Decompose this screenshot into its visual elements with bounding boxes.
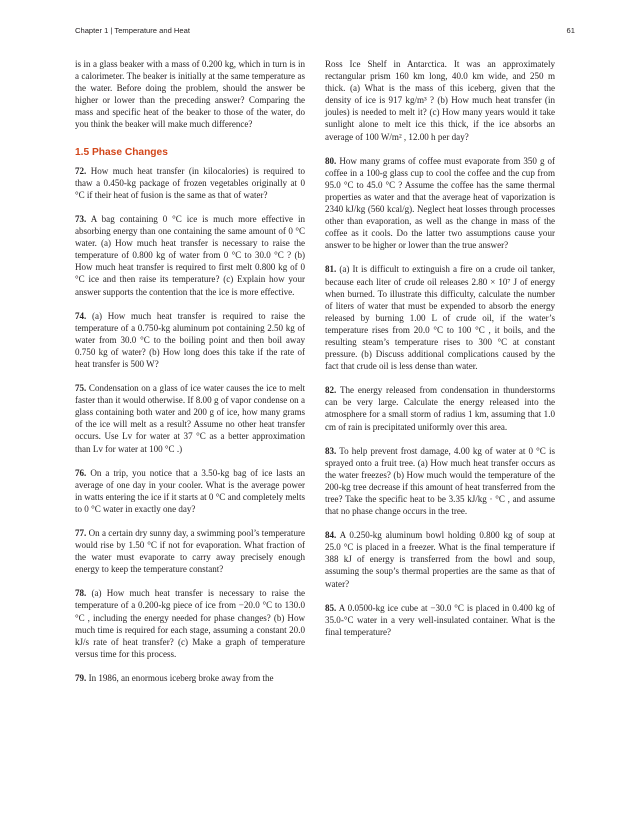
problem-text: Condensation on a glass of ice water causes the ice to melt faster than it would otherwise. If 8.00 g of vapor condense on a glass containing both water and 200 g of ice, how many grams of the ice will melt as a result? Assume no other heat transfer occurs. Use Lv for water at 37 °C as a better approximation than Lv for water at 100 °C .) — [75, 383, 305, 454]
left-column — [75, 58, 305, 696]
problem-80 — [325, 155, 555, 252]
problem-number: 77. — [75, 528, 87, 538]
problem-number: 72. — [75, 165, 87, 176]
problem-number: 73. — [75, 213, 87, 224]
problem-text: A bag containing 0 °C ice is much more effective in absorbing energy than one containing the same amount of 0 °C water. (a) How much heat transfer is necessary to raise the temperature of 0.800 kg of water from 0 °C to 30.0 °C ? (b) How much heat transfer is required to first melt 0.800 kg of 0 °C ice and then raise its temperature? (c) Explain how your answer supports the contention that the ice is more effective. — [75, 213, 305, 297]
problem-79-continued: Ross Ice Shelf in Antarctica. It was an approximately rectangular prism 160 km long, 40.0 km wide, and 250 m thick. (a) What is the mass of this iceberg, given that the density of ice is 917 kg/m³ ? (b) How much heat transfer (in joules) is needed to melt it? (c) How many years would it take sunlight alone to melt ice this thick, if the ice absorbs an average of 100 W/m² , 12.00 h per day? — [325, 59, 555, 142]
problem-74 — [75, 310, 305, 370]
problem-number: 84. — [325, 530, 337, 541]
problem-text: On a certain dry sunny day, a swimming pool’s temperature would rise by 1.50 °C if not for evaporation. What fraction of the water must evaporate to carry away precisely enough energy to keep the temperature constant? — [75, 528, 305, 575]
problem-84 — [325, 529, 555, 589]
problem-75 — [75, 382, 305, 455]
problem-number: 80. — [325, 155, 337, 166]
problem-text: (a) How much heat transfer is required to raise the temperature of a 0.750-kg aluminum pot containing 2.50 kg of water from 30.0 °C to the boiling point and then boil away 0.750 kg of water? (b) How long does this take if the rate of heat transfer is 500 W? — [75, 310, 306, 369]
problem-text: The energy released from condensation in thunderstorms can be very large. Calculate the energy released into the atmosphere for a small storm of radius 1 km, assuming that 1.0 cm of rain is precipitated uniformly over this area. — [325, 385, 555, 432]
problem-number: 81. — [325, 264, 337, 275]
problem-number: 78. — [75, 588, 87, 599]
problem-83 — [325, 445, 555, 518]
page-number: 61 — [566, 26, 575, 35]
problem-text: In 1986, an enormous iceberg broke away from the — [88, 672, 274, 683]
right-column — [325, 58, 555, 650]
problem-81 — [325, 263, 555, 372]
problem-text: (a) How much heat transfer is necessary to raise the temperature of a 0.200-kg piece of ice from −20.0 °C to 130.0 °C , including the energy needed for phase changes? (b) How much time is required for each stage, assuming a constant 20.0 kJ/s rate of heat transfer? (c) Make a graph of temperature versus time for this process. — [75, 588, 305, 659]
problem-number: 83. — [325, 445, 337, 456]
problem-72 — [75, 165, 305, 201]
problem-76 — [75, 467, 305, 515]
problem-number: 75. — [75, 383, 87, 394]
continued-problem-text: is in a glass beaker with a mass of 0.200 kg, which in turn is in a calorimeter. The beaker is initially at the same temperature as the water. Before doing the problem, should the answer be higher or lower than the preceding answer? Comparing the mass and specific heat of the beaker to those of the water, do you think the beaker will make much difference? — [75, 59, 305, 130]
problem-text: How many grams of coffee must evaporate from 350 g of coffee in a 100-g glass cup to cool the coffee and the cup from 95.0 °C to 45.0 °C ? Assume the coffee has the same thermal properties as water and that the average heat of vaporization is 2340 kJ/kg (560 kcal/g). Neglect heat losses through processes other than evaporation, as well as the change in mass of the coffee as it cools. Do the latter two assumptions cause your answer to be higher or lower than the true answer? — [325, 155, 555, 251]
problem-text: On a trip, you notice that a 3.50-kg bag of ice lasts an average of one day in your cooler. What is the average power in watts entering the ice if it starts at 0 °C and completely melts to 0 °C water in exactly one day? — [75, 467, 306, 514]
problem-82 — [325, 384, 555, 432]
running-header-chapter: Chapter 1 | Temperature and Heat — [75, 26, 190, 35]
problem-number: 76. — [75, 467, 87, 478]
problem-number: 85. — [325, 602, 337, 613]
problem-text: How much heat transfer (in kilocalories) is required to thaw a 0.450-kg package of frozen vegetables originally at 0 °C if their heat of fusion is the same as that of water? — [75, 165, 305, 200]
problem-number: 79. — [75, 672, 87, 683]
problem-77 — [75, 527, 305, 575]
problem-79 — [75, 672, 305, 684]
problem-number: 74. — [75, 310, 87, 321]
problem-85 — [325, 602, 555, 638]
problem-73 — [75, 213, 305, 298]
problem-text: A 0.0500-kg ice cube at −30.0 °C is placed in 0.400 kg of 35.0-°C water in a very well-insulated container. What is the final temperature? — [325, 602, 556, 637]
problem-text: A 0.250-kg aluminum bowl holding 0.800 kg of soup at 25.0 °C is placed in a freezer. What is the final temperature if 388 kJ of energy is transferred from the bowl and soup, assuming the soup’s thermal properties are the same as that of water? — [325, 530, 555, 589]
problem-text: (a) It is difficult to extinguish a fire on a crude oil tanker, because each liter of crude oil releases 2.80 × 10⁷ J of energy when burned. To illustrate this difficulty, calculate the number of liters of water that must be expended to absorb the energy released by burning 1.00 L of crude oil, if the water’s temperature rises from 20.0 °C to 100 °C , it boils, and the resulting steam’s temperature rises to 300 °C at constant pressure. (b) Discuss additional complications caused by the fact that crude oil is less dense than water. — [325, 264, 555, 372]
problem-78 — [75, 587, 305, 660]
problem-number: 82. — [325, 385, 337, 396]
section-heading: 1.5 Phase Changes — [75, 146, 168, 158]
problem-text: To help prevent frost damage, 4.00 kg of water at 0 °C is sprayed onto a fruit tree. (a) How much heat transfer occurs as the water freezes? (b) How much would the temperature of the 200-kg tree decrease if this amount of heat transferred from the tree? Take the specific heat to be 3.35 kJ/kg · °C , and assume that no phase change occurs in the tree. — [325, 445, 555, 517]
